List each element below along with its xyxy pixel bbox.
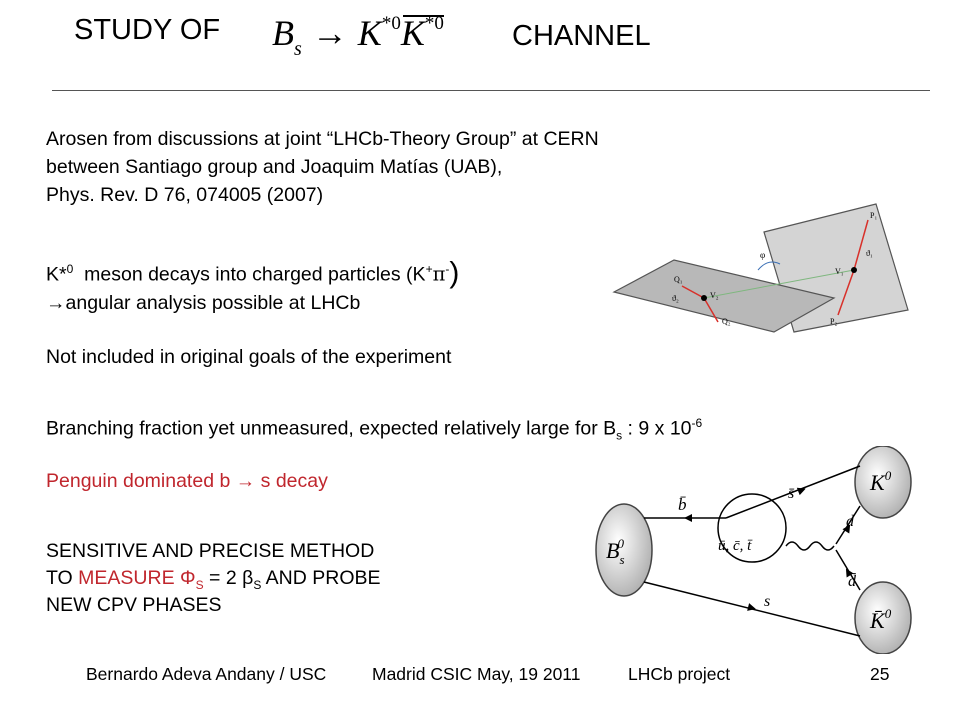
label-theta2: ϑ₂ [672,294,679,303]
not-included-line: Not included in original goals of the experiment [46,346,452,368]
title-prefix: STUDY OF [74,14,221,46]
formula-k2: K [400,13,425,53]
title-formula [272,12,444,61]
label-k0bar: K̄$^0$ [870,606,892,633]
meson-line [46,256,459,288]
title-suffix: CHANNEL [512,20,651,52]
b-bar-arrow [684,514,692,522]
formula-k2-bar [401,12,444,54]
penguin-pre: Penguin dominated b [46,470,236,492]
sensitive-measure: MEASURE [78,567,175,589]
branching-exp: -6 [691,416,703,430]
formula-k1: K [357,13,382,53]
meson-k: K* [46,263,67,286]
sensitive-eq: = 2 [203,567,243,589]
vertex-v2 [701,295,707,301]
formula-k2-sup: *0 [424,13,444,34]
label-v1: V₁ [835,267,844,276]
branching-sub: s [616,428,623,443]
vertex-v1 [851,267,857,273]
formula-b-sub: s [294,38,302,60]
label-q2: Q₂ [722,317,731,326]
intro-line-2: between Santiago group and Joaquim Matías (UAB), [46,156,503,178]
label-k0: $K^0$ [870,468,892,495]
label-v2: V₂ [710,291,719,300]
title-divider [52,90,930,91]
label-b-bar: b̄ [678,495,687,514]
sensitive-probe: AND PROBE [261,567,381,589]
footer-page-number: 25 [870,664,890,684]
label-s: s [764,593,771,610]
branching-value: : 9 x 10 [622,417,692,440]
intro-line-1: Arosen from discussions at joint “LHCb-Theory Group” at CERN [46,128,599,150]
sensitive-phi: Φ [174,567,196,589]
gluon [786,542,834,550]
label-theta1: ϑ₁ [866,249,873,258]
penguin-arrow: → [235,470,256,492]
label-q1: Q₁ [674,275,683,284]
label-loop-quarks: ū, c̄, t̄ [718,538,752,554]
meson-close: ) [449,256,460,290]
footer-author: Bernardo Adeva Andany / USC [86,664,327,684]
meson-pi: π [432,262,446,286]
formula-k1-sup: *0 [381,13,401,34]
intro-line-3: Phys. Rev. D 76, 074005 (2007) [46,184,324,206]
sensitive-to: TO [46,567,79,589]
label-d-bar: d̄ [848,573,856,590]
footer-venue: Madrid CSIC May, 19 2011 [372,664,581,684]
angular-arrow: → [46,292,66,314]
sensitive-beta: β [242,567,254,589]
angular-decay-diagram [608,200,918,340]
label-phi: φ [760,250,766,260]
penguin-line [46,468,328,494]
branching-text: Branching fraction yet unmeasured, expected relatively large for B [46,417,617,440]
sensitive-beta-sub: S [253,577,262,592]
branching-line [46,410,702,448]
angular-text: angular analysis possible at LHCb [65,292,361,314]
label-d: d [846,513,854,530]
label-bs: $B_s0$ [606,536,625,567]
meson-pi-sup: - [445,262,450,276]
s-arrow [747,603,757,613]
formula-b: B [272,13,294,53]
sensitive-line-1: SENSITIVE AND PRECISE METHOD [46,540,375,562]
penguin-feynman-diagram [592,446,922,654]
label-s-bar: s̄ [788,485,795,502]
angular-line [46,290,360,316]
meson-k-sup: 0 [66,262,74,276]
footer-project: LHCb project [628,664,731,684]
label-p2: P₂ [830,317,838,326]
meson-text: meson decays into charged particles (K [84,263,426,286]
formula-arrow: → [311,13,348,53]
penguin-post: s decay [255,470,328,492]
label-p1: P₁ [870,211,878,220]
sensitive-phi-sub: S [195,577,204,592]
meson-kplus-sup: + [425,262,433,276]
sensitive-line-3: NEW CPV PHASES [46,594,222,616]
